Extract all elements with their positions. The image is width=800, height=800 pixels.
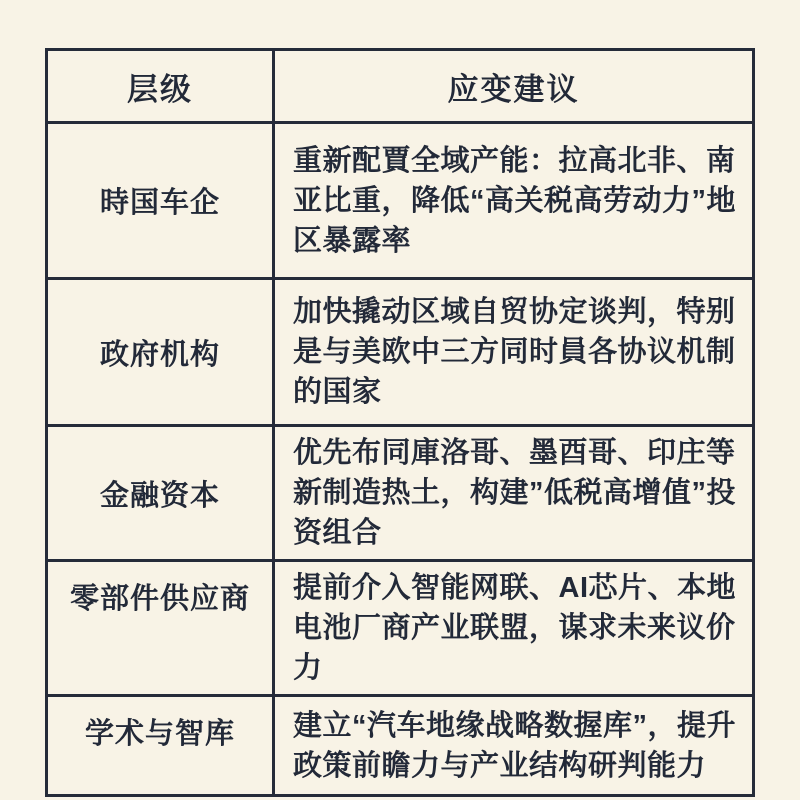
row-level-cell: 学术与智库 bbox=[47, 696, 274, 796]
header-level: 层级 bbox=[47, 50, 274, 123]
response-suggestion-table bbox=[45, 48, 755, 797]
row-suggestion-cell: 建立“汽车地缘战略数握库”，提升政策前瞻力与产业结构研判能力 bbox=[274, 696, 754, 796]
table-row bbox=[47, 123, 754, 279]
table-row bbox=[47, 426, 754, 561]
row-level-cell: 金融资本 bbox=[47, 426, 274, 561]
row-suggestion-cell: 加快撬动区域自贸协定谈判，特别是与美欧中三方同时員各协议机制的国家 bbox=[274, 279, 754, 426]
row-suggestion-cell: 优先布同庫洛哥、墨酉哥、印庄等新制造热土，构建”低税高增值”投资组合 bbox=[274, 426, 754, 561]
table-row bbox=[47, 279, 754, 426]
header-suggestion: 应变建议 bbox=[274, 50, 754, 123]
row-level-cell: 政府机构 bbox=[47, 279, 274, 426]
row-suggestion-cell: 重新配賈全域产能：拉高北非、南亚比重，降低“高关税高劳动力”地区暴露率 bbox=[274, 123, 754, 279]
table-row bbox=[47, 696, 754, 796]
row-level-cell: 時国车企 bbox=[47, 123, 274, 279]
row-level-cell: 零部件供应商 bbox=[47, 561, 274, 696]
table-row bbox=[47, 561, 754, 696]
table-header-row bbox=[47, 50, 754, 123]
row-suggestion-cell: 提前介入智能网联、AI芯片、本地电池厂商产业联盟，谋求未来议价力 bbox=[274, 561, 754, 696]
